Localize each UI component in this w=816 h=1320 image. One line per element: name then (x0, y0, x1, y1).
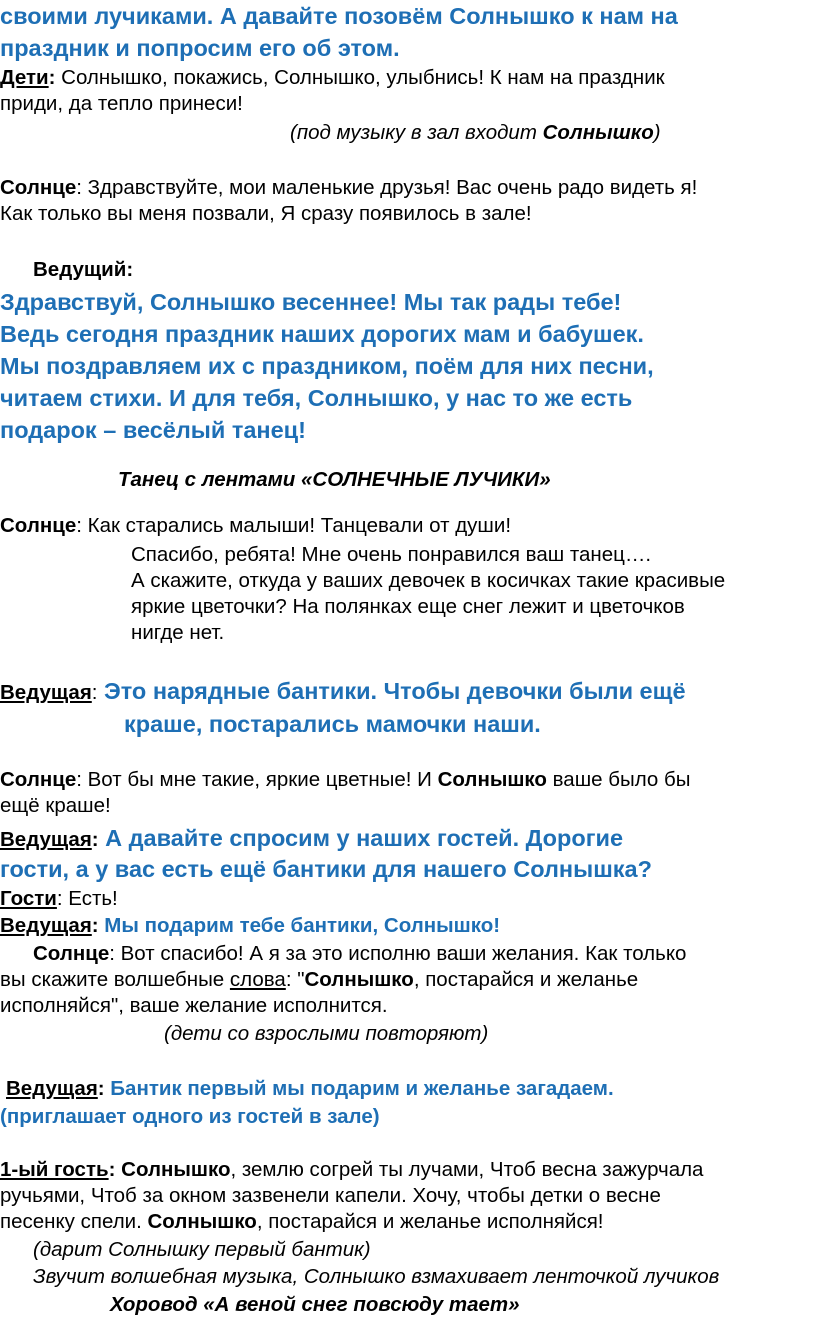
host1-line-2: Ведь сегодня праздник наших дорогих мам и бабушек. (0, 321, 644, 347)
stage-direction-first-bow: (дарит Солнышку первый бантик) (33, 1238, 371, 1261)
speaker-colon: : (126, 258, 134, 281)
sun2-text: : Как старались малыши! Танцевали от души! (76, 514, 512, 537)
sun2-line-3: А скажите, откуда у ваших девочек в косичках такие красивые (131, 569, 726, 592)
stage-sun-name: Солнышко (542, 121, 654, 144)
host3-line-2: гости, а у вас есть ещё бантики для нашего Солнышка? (0, 856, 652, 882)
guests-line (0, 886, 118, 912)
speaker-sun: Солнце (0, 768, 77, 791)
speaker-first-guest: 1-ый гость (0, 1158, 109, 1181)
host5-line-2: (приглашает одного из гостей в зале) (0, 1105, 380, 1128)
stage-direction-repeat: (дети со взрослыми повторяют) (164, 1022, 489, 1045)
sun1-line-2: Как только вы меня позвали, Я сразу появилось в зале! (0, 202, 532, 225)
speaker-host: Ведущий (33, 258, 127, 281)
speaker-kids: Дети (0, 66, 49, 89)
sun1-line-1 (0, 175, 697, 201)
sun3-line-1: Солнце: Вот бы мне такие, яркие цветные! И Солнышко ваше было бы (0, 768, 691, 791)
guest1-line-2: ручьями, Чтоб за окном зазвенели капели. Хочу, чтобы детки о весне (0, 1184, 661, 1207)
host1-line-5: подарок – весёлый танец! (0, 417, 306, 443)
stage-direction-magic-music: Звучит волшебная музыка, Солнышко взмахивает ленточкой лучиков (33, 1265, 720, 1288)
sun4-line-1: Солнце: Вот спасибо! А я за это исполню ваши желания. Как только (33, 942, 687, 965)
host2-text: Это нарядные бантики. Чтобы девочки были ещё (97, 678, 686, 704)
speaker-colon: : (97, 1077, 105, 1100)
host4-text: Мы подарим тебе бантики, Солнышко! (98, 914, 501, 937)
magic-words-link[interactable]: слова (229, 968, 286, 991)
host1-line-3: Мы поздравляем их с праздником, поём для них песни, (0, 353, 654, 379)
kids-text: Солнышко, покажись, Солнышко, улыбнись! К нам на праздник (55, 66, 665, 89)
dance-title-round: Хоровод «А веной снег повсюду тает» (110, 1293, 520, 1316)
sun1-text: : Здравствуйте, мои маленькие друзья! Вас очень радо видеть я! (76, 176, 698, 199)
host2-line-2: краше, постарались мамочки наши. (124, 711, 541, 737)
sun2-line-4: яркие цветочки? На полянках еще снег лежит и цветочков (131, 595, 685, 618)
speaker-colon: : (108, 1158, 116, 1181)
dance-title-rays: Танец с лентами «СОЛНЕЧНЫЕ ЛУЧИКИ» (118, 468, 551, 491)
host3-text: А давайте спросим у наших гостей. Дорогие (98, 825, 624, 851)
speaker-colon: : (91, 828, 99, 851)
sun-name: Солнышко (437, 768, 547, 791)
host5-line-1 (6, 1076, 614, 1102)
speaker-colon: : (91, 914, 99, 937)
speaker-host: Ведущая (0, 681, 92, 704)
host1-line-4: читаем стихи. И для тебя, Солнышко, у нас то же есть (0, 385, 633, 411)
kids-line-2: приди, да тепло принеси! (0, 92, 243, 115)
sun-name: Солнышко (147, 1210, 257, 1233)
sun4-line-2: вы скажите волшебные слова: "Солнышко, постарайся и желанье (0, 968, 639, 991)
host1-line-1: Здравствуй, Солнышко весеннее! Мы так рады тебе! (0, 289, 622, 315)
speaker-host: Ведущая (6, 1077, 98, 1100)
stage-direction-sun-enters: (под музыку в зал входит Солнышко) (290, 121, 661, 144)
speaker-colon: : (91, 681, 98, 704)
speaker-colon: : (48, 66, 56, 89)
intro-line-2: праздник и попросим его об этом. (0, 35, 400, 61)
sun-name: Солнышко (304, 968, 414, 991)
speaker-host: Ведущая (0, 914, 92, 937)
speaker-sun: Солнце (0, 176, 77, 199)
host3-line-1 (0, 822, 623, 854)
sun2-line-2: Спасибо, ребята! Мне очень понравился ваш танец…. (131, 543, 652, 566)
intro-line-1: своими лучиками. А давайте позовём Солнышко к нам на (0, 3, 678, 29)
guest1-line-3: песенку спели. Солнышко, постарайся и желанье исполняйся! (0, 1210, 604, 1233)
host1-speaker-line (33, 257, 133, 283)
sun3-line-2: ещё краше! (0, 794, 111, 817)
speaker-sun: Солнце (0, 514, 77, 537)
sun2-line-1 (0, 513, 511, 539)
speaker-sun: Солнце (33, 942, 110, 965)
sun2-line-5: нигде нет. (131, 621, 225, 644)
kids-line-1 (0, 65, 665, 91)
speaker-guests: Гости (0, 887, 57, 910)
host2-line-1 (0, 675, 686, 707)
host5-text: Бантик первый мы подарим и желанье загадаем. (104, 1077, 614, 1100)
guest1-line-1: 1-ый гость: Солнышко, землю согрей ты лучами, Чтоб весна зажурчала (0, 1158, 704, 1181)
guests-text: : Есть! (56, 887, 118, 910)
sun4-line-3: исполняйся", ваше желание исполнится. (0, 994, 388, 1017)
host4-line (0, 913, 500, 939)
speaker-host: Ведущая (0, 828, 92, 851)
